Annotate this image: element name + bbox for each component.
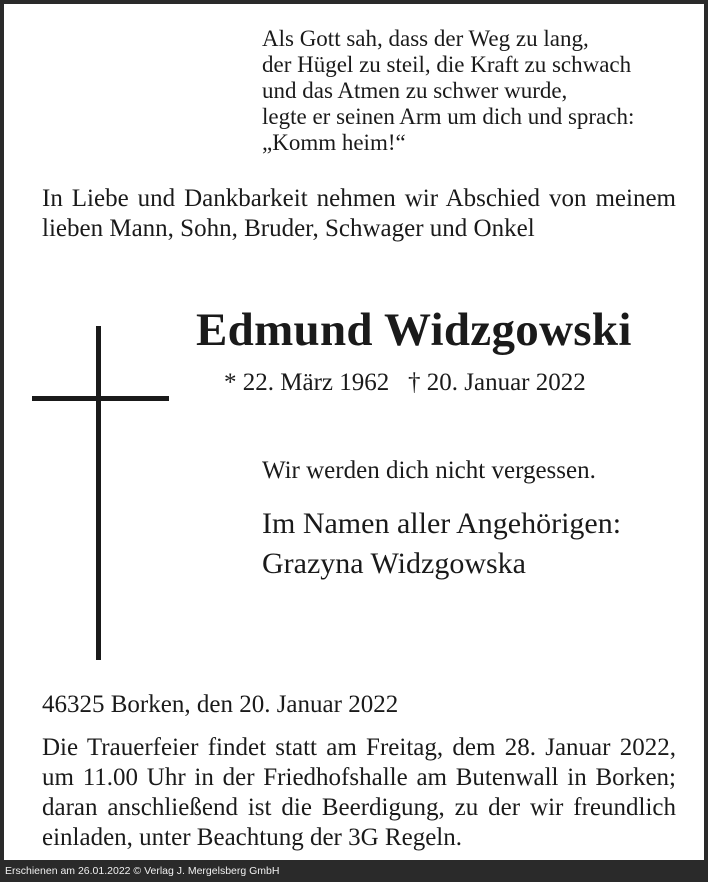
intro-text: In Liebe und Dankbarkeit nehmen wir Abschied von meinem lieben Mann, Sohn, Bruder, Schwager und Onkel [42,185,676,242]
cross-icon [96,326,101,660]
birth-date: * 22. März 1962 [224,369,390,396]
place-date: 46325 Borken, den 20. Januar 2022 [42,691,399,718]
obituary-card [4,4,704,860]
signoff-block [262,504,621,584]
poem: Als Gott sah, dass der Weg zu lang, der Hügel zu steil, die Kraft zu schwach und das Atmen zu schwer wurde, legte er seinen Arm um dich und sprach: „Komm heim!“ [262,26,635,155]
funeral-notice: Die Trauerfeier findet statt am Freitag, dem 28. Januar 2022, um 11.00 Uhr in der Friedhofshalle am Butenwall in Borken; daran anschließend ist die Beerdigung, zu der wir freundlich einladen, unter Beachtung der 3G Regeln. [42,734,676,851]
signer-name: Grazyna Widzgowska [262,547,526,580]
life-dates [224,368,586,398]
remembrance-line: Wir werden dich nicht vergessen. [262,457,596,484]
publication-footer: Erschienen am 26.01.2022 © Verlag J. Mergelsberg GmbH [5,865,280,877]
cross-icon-bar [32,396,169,401]
deceased-name: Edmund Widzgowski [196,304,632,356]
death-date: † 20. Januar 2022 [408,369,586,396]
signoff-line: Im Namen aller Angehörigen: [262,507,622,540]
